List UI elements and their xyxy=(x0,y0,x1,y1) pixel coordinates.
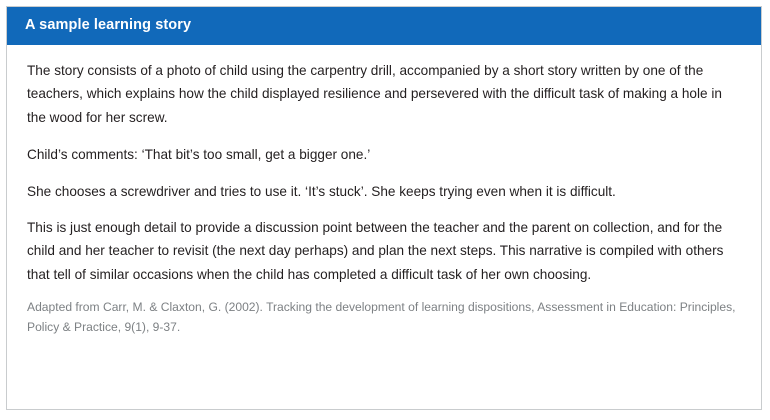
paragraph-3: She chooses a screwdriver and tries to use it. ‘It’s stuck’. She keeps trying even when it is difficult. xyxy=(27,183,616,199)
callout-body xyxy=(7,45,761,409)
citation-text: Adapted from Carr, M. & Claxton, G. (2002). Tracking the development of learning dispositions, Assessment in Education: Principles, Policy & Practice, 9(1), 9-37. xyxy=(27,300,736,334)
paragraph-1: The story consists of a photo of child using the carpentry drill, accompanied by a short story written by one of the teachers, which explains how the child displayed resilience and persevered with the difficult task of making a hole in the wood for her screw. xyxy=(27,63,722,125)
callout-header xyxy=(7,7,761,45)
paragraph-4: This is just enough detail to provide a discussion point between the teacher and the parent on collection, and for the child and her teacher to revisit (the next day perhaps) and plan the next steps. This narrative is compiled with others that tell of similar occasions when the child has completed a difficult task of her own choosing. xyxy=(27,219,724,282)
learning-story-callout xyxy=(6,6,762,410)
page-title: A sample learning story xyxy=(25,17,192,34)
paragraph-2: Child’s comments: ‘That bit’s too small, get a bigger one.’ xyxy=(27,147,371,163)
